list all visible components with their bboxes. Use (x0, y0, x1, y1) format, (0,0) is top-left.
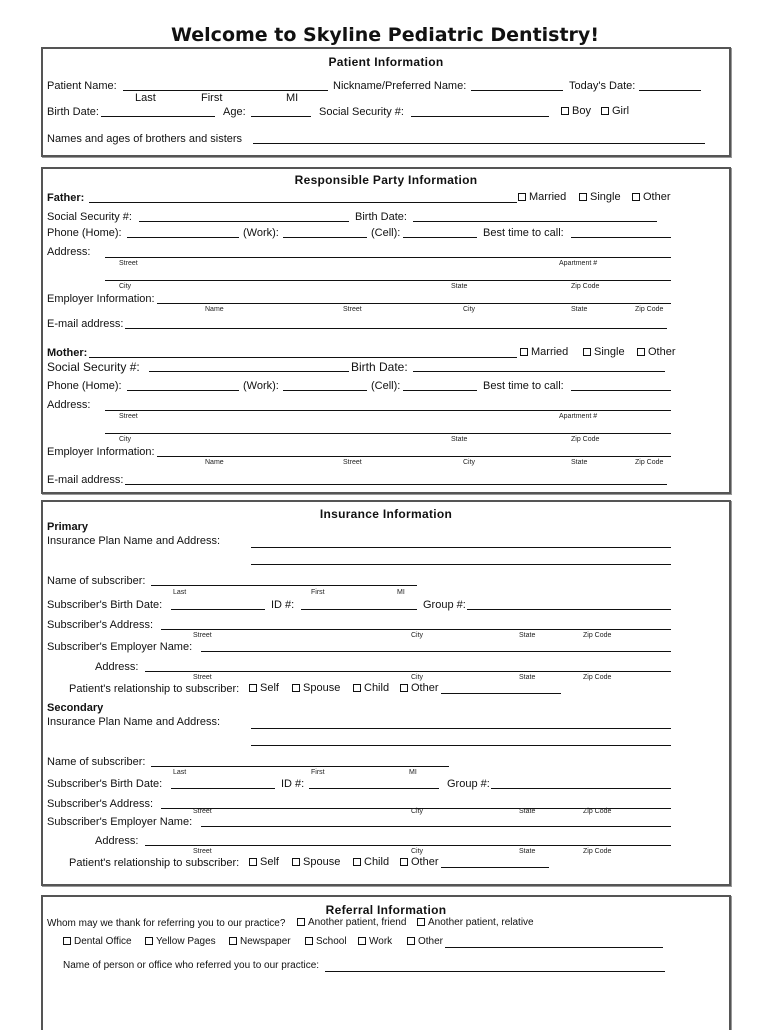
primary-plan-field-line2[interactable] (251, 554, 671, 565)
mother-label: Mother: (47, 347, 88, 359)
zip-caption: Zip Code (571, 436, 600, 443)
referral-dental-option[interactable] (63, 936, 132, 947)
mother-work-field[interactable] (283, 380, 367, 391)
secondary-heading: Secondary (47, 702, 104, 714)
primary-id-field[interactable] (301, 599, 417, 610)
primary-spouse-option[interactable] (292, 682, 340, 694)
subscriber-last-caption: Last (173, 769, 187, 776)
secondary-id-field[interactable] (309, 778, 439, 789)
child-label: Child (364, 856, 390, 868)
primary-address-label: Subscriber's Address: (47, 619, 154, 631)
city-caption: City (411, 848, 424, 855)
father-employer-field[interactable] (157, 293, 671, 304)
employer-name-caption: Name (205, 306, 224, 313)
yellow-pages-label: Yellow Pages (156, 936, 216, 947)
secondary-other-field[interactable] (441, 857, 549, 868)
other-label: Other (411, 682, 439, 694)
siblings-field[interactable] (253, 133, 705, 144)
secondary-child-checkbox[interactable] (353, 858, 361, 866)
mother-cell-label: (Cell): (371, 380, 401, 392)
secondary-group-label: Group #: (447, 778, 490, 790)
mother-other-option[interactable] (637, 346, 676, 358)
name-first-caption: First (201, 92, 223, 104)
other-label: Other (648, 346, 676, 358)
primary-group-label: Group #: (423, 599, 466, 611)
primary-plan-field[interactable] (251, 537, 671, 548)
newspaper-label: Newspaper (240, 936, 291, 947)
father-married-option[interactable] (518, 191, 566, 203)
state-caption: State (451, 436, 468, 443)
father-employer-label: Employer Information: (47, 293, 155, 305)
referral-friend-checkbox[interactable] (297, 918, 305, 926)
nickname-field[interactable] (471, 80, 563, 91)
primary-employer-label: Subscriber's Employer Name: (47, 641, 193, 653)
ssn-field[interactable] (411, 106, 549, 117)
street-caption: Street (193, 632, 212, 639)
mother-single-checkbox[interactable] (583, 348, 591, 356)
father-name-field[interactable] (89, 192, 517, 203)
zip-caption: Zip Code (583, 674, 612, 681)
mother-other-checkbox[interactable] (637, 348, 645, 356)
secondary-other-option[interactable] (400, 856, 439, 868)
secondary-emp-address-field[interactable] (145, 835, 671, 846)
mother-email-label: E-mail address: (47, 474, 124, 486)
primary-emp-address-field[interactable] (145, 661, 671, 672)
responsible-section-heading: Responsible Party Information (294, 173, 478, 187)
mother-street-field[interactable] (105, 400, 671, 411)
other-label: Other (411, 856, 439, 868)
employer-city-caption: City (463, 459, 476, 466)
primary-employer-field[interactable] (201, 641, 671, 652)
primary-group-field[interactable] (467, 599, 671, 610)
self-label: Self (260, 682, 279, 694)
zip-caption: Zip Code (571, 283, 600, 290)
state-caption: State (519, 848, 536, 855)
subscriber-mi-caption: MI (397, 589, 405, 596)
mother-ssn-label: Social Security #: (47, 360, 140, 374)
single-label: Single (590, 191, 621, 203)
mother-phone-home-field[interactable] (127, 380, 239, 391)
boy-label: Boy (572, 105, 591, 117)
ssn-label: Social Security #: (319, 106, 404, 118)
father-work-field[interactable] (283, 227, 367, 238)
single-label: Single (594, 346, 625, 358)
referral-school-checkbox[interactable] (305, 937, 313, 945)
child-label: Child (364, 682, 390, 694)
spouse-label: Spouse (303, 856, 341, 868)
secondary-spouse-option[interactable] (292, 856, 340, 868)
spouse-label: Spouse (303, 682, 341, 694)
secondary-group-field[interactable] (491, 778, 671, 789)
birth-date-label: Birth Date: (47, 106, 99, 118)
patient-name-field[interactable] (123, 80, 328, 91)
primary-plan-label: Insurance Plan Name and Address: (47, 535, 221, 547)
mother-birth-label: Birth Date: (351, 360, 408, 374)
father-street-field[interactable] (105, 247, 671, 258)
street-caption: Street (119, 260, 138, 267)
city-caption: City (411, 808, 424, 815)
secondary-self-option[interactable] (249, 856, 279, 868)
primary-self-option[interactable] (249, 682, 279, 694)
employer-zip-caption: Zip Code (635, 459, 664, 466)
girl-label: Girl (612, 105, 630, 117)
referral-other-field[interactable] (445, 937, 663, 948)
father-single-checkbox[interactable] (579, 193, 587, 201)
secondary-subscriber-field[interactable] (151, 756, 449, 767)
subscriber-mi-caption: MI (409, 769, 417, 776)
father-other-option[interactable] (632, 191, 671, 203)
todays-date-label: Today's Date: (569, 80, 636, 92)
father-best-time-field[interactable] (571, 227, 671, 238)
father-ssn-field[interactable] (139, 211, 349, 222)
mother-employer-field[interactable] (157, 446, 671, 457)
primary-subscriber-field[interactable] (151, 575, 417, 586)
secondary-subscriber-label: Name of subscriber: (47, 756, 146, 768)
father-email-label: E-mail address: (47, 318, 124, 330)
employer-state-caption: State (571, 306, 588, 313)
city-caption: City (119, 283, 132, 290)
mother-married-checkbox[interactable] (520, 348, 528, 356)
employer-state-caption: State (571, 459, 588, 466)
mother-married-option[interactable] (520, 346, 568, 358)
married-label: Married (529, 191, 567, 203)
mother-single-option[interactable] (583, 346, 625, 358)
secondary-spouse-checkbox[interactable] (292, 858, 300, 866)
secondary-child-option[interactable] (353, 856, 389, 868)
father-best-time-label: Best time to call: (483, 227, 564, 239)
secondary-employer-field[interactable] (201, 816, 671, 827)
father-married-checkbox[interactable] (518, 193, 526, 201)
zip-caption: Zip Code (583, 632, 612, 639)
state-caption: State (451, 283, 468, 290)
employer-city-caption: City (463, 306, 476, 313)
referral-work-checkbox[interactable] (358, 937, 366, 945)
patient-information-section (41, 47, 731, 157)
name-mi-caption: MI (286, 92, 299, 104)
patient-section-heading: Patient Information (328, 55, 444, 69)
referral-news-option[interactable] (229, 936, 291, 947)
street-caption: Street (193, 674, 212, 681)
mother-ssn-field[interactable] (149, 361, 349, 372)
father-phone-home-field[interactable] (127, 227, 239, 238)
secondary-emp-address-label: Address: (95, 835, 139, 847)
secondary-self-checkbox[interactable] (249, 858, 257, 866)
primary-relationship-label: Patient's relationship to subscriber: (69, 683, 240, 695)
primary-self-checkbox[interactable] (249, 684, 257, 692)
nickname-label: Nickname/Preferred Name: (333, 80, 467, 92)
subscriber-first-caption: First (311, 769, 325, 776)
age-field[interactable] (251, 106, 311, 117)
secondary-id-label: ID #: (281, 778, 305, 790)
secondary-plan-field-line2[interactable] (251, 735, 671, 746)
secondary-plan-field[interactable] (251, 718, 671, 729)
apartment-caption: Apartment # (559, 260, 598, 267)
mother-phone-home-label: Phone (Home): (47, 380, 122, 392)
referral-relative-option[interactable] (417, 917, 534, 928)
mother-city-field[interactable] (105, 423, 671, 434)
secondary-address-label: Subscriber's Address: (47, 798, 154, 810)
page-title: Welcome to Skyline Pediatric Dentistry! (171, 24, 599, 46)
secondary-birth-field[interactable] (171, 778, 275, 789)
primary-heading: Primary (47, 521, 88, 533)
state-caption: State (519, 632, 536, 639)
mother-work-label: (Work): (243, 380, 279, 392)
mother-address-label: Address: (47, 399, 91, 411)
girl-option[interactable] (601, 105, 629, 117)
primary-other-option[interactable] (400, 682, 439, 694)
referral-school-option[interactable] (305, 936, 347, 947)
father-ssn-label: Social Security #: (47, 211, 132, 223)
father-address-label: Address: (47, 246, 91, 258)
name-last-caption: Last (135, 92, 156, 104)
primary-other-checkbox[interactable] (400, 684, 408, 692)
father-label: Father: (47, 192, 85, 204)
apartment-caption: Apartment # (559, 413, 598, 420)
secondary-other-checkbox[interactable] (400, 858, 408, 866)
mother-best-time-field[interactable] (571, 380, 671, 391)
referral-yellow-checkbox[interactable] (145, 937, 153, 945)
primary-spouse-checkbox[interactable] (292, 684, 300, 692)
father-phone-home-label: Phone (Home): (47, 227, 122, 239)
primary-birth-field[interactable] (171, 599, 265, 610)
primary-subscriber-label: Name of subscriber: (47, 575, 146, 587)
referral-other-option[interactable] (407, 936, 443, 947)
secondary-birth-label: Subscriber's Birth Date: (47, 778, 163, 790)
father-cell-field[interactable] (403, 227, 477, 238)
referral-dental-checkbox[interactable] (63, 937, 71, 945)
father-birth-field[interactable] (413, 211, 657, 222)
zip-caption: Zip Code (583, 848, 612, 855)
other-label: Other (418, 936, 444, 947)
secondary-plan-label: Insurance Plan Name and Address: (47, 716, 221, 728)
primary-id-label: ID #: (271, 599, 295, 611)
married-label: Married (531, 346, 569, 358)
other-label: Other (643, 191, 671, 203)
work-label: Work (369, 936, 393, 947)
mother-employer-label: Employer Information: (47, 446, 155, 458)
city-caption: City (119, 436, 132, 443)
street-caption: Street (193, 848, 212, 855)
referral-relative-checkbox[interactable] (417, 918, 425, 926)
referral-friend-option[interactable] (297, 917, 406, 928)
friend-label: Another patient, friend (308, 917, 407, 928)
father-email-field[interactable] (125, 318, 667, 329)
relative-label: Another patient, relative (428, 917, 534, 928)
mother-birth-field[interactable] (413, 361, 665, 372)
referral-yellow-option[interactable] (145, 936, 216, 947)
father-city-field[interactable] (105, 270, 671, 281)
primary-child-checkbox[interactable] (353, 684, 361, 692)
father-single-option[interactable] (579, 191, 621, 203)
father-birth-label: Birth Date: (355, 211, 407, 223)
primary-birth-label: Subscriber's Birth Date: (47, 599, 163, 611)
father-other-checkbox[interactable] (632, 193, 640, 201)
dental-office-label: Dental Office (74, 936, 132, 947)
referral-information-section (41, 895, 731, 1030)
city-caption: City (411, 674, 424, 681)
birth-date-field[interactable] (101, 106, 215, 117)
referral-section-heading: Referral Information (325, 903, 447, 917)
father-cell-label: (Cell): (371, 227, 401, 239)
referral-name-label: Name of person or office who referred you to our practice: (63, 960, 320, 971)
father-work-label: (Work): (243, 227, 279, 239)
self-label: Self (260, 856, 279, 868)
street-caption: Street (193, 808, 212, 815)
primary-child-option[interactable] (353, 682, 389, 694)
insurance-information-section (41, 500, 731, 886)
mother-cell-field[interactable] (403, 380, 477, 391)
secondary-relationship-label: Patient's relationship to subscriber: (69, 857, 240, 869)
boy-checkbox[interactable] (561, 107, 569, 115)
referral-work-option[interactable] (358, 936, 392, 947)
primary-address-field[interactable] (161, 619, 671, 630)
referral-name-field[interactable] (325, 961, 665, 972)
employer-street-caption: Street (343, 459, 362, 466)
state-caption: State (519, 808, 536, 815)
age-label: Age: (223, 106, 246, 118)
secondary-employer-label: Subscriber's Employer Name: (47, 816, 193, 828)
primary-other-field[interactable] (441, 683, 561, 694)
employer-street-caption: Street (343, 306, 362, 313)
insurance-section-heading: Insurance Information (319, 507, 453, 521)
patient-name-label: Patient Name: (47, 80, 117, 92)
subscriber-first-caption: First (311, 589, 325, 596)
referral-other-checkbox[interactable] (407, 937, 415, 945)
siblings-label: Names and ages of brothers and sisters (47, 133, 243, 145)
subscriber-last-caption: Last (173, 589, 187, 596)
employer-name-caption: Name (205, 459, 224, 466)
city-caption: City (411, 632, 424, 639)
street-caption: Street (119, 413, 138, 420)
school-label: School (316, 936, 347, 947)
girl-checkbox[interactable] (601, 107, 609, 115)
responsible-party-section (41, 167, 731, 494)
mother-email-field[interactable] (125, 474, 667, 485)
todays-date-field[interactable] (639, 80, 701, 91)
zip-caption: Zip Code (583, 808, 612, 815)
primary-emp-address-label: Address: (95, 661, 139, 673)
mother-name-field[interactable] (89, 347, 517, 358)
state-caption: State (519, 674, 536, 681)
boy-option[interactable] (561, 105, 591, 117)
referral-question: Whom may we thank for referring you to our practice? (47, 918, 286, 929)
employer-zip-caption: Zip Code (635, 306, 664, 313)
referral-news-checkbox[interactable] (229, 937, 237, 945)
mother-best-time-label: Best time to call: (483, 380, 564, 392)
